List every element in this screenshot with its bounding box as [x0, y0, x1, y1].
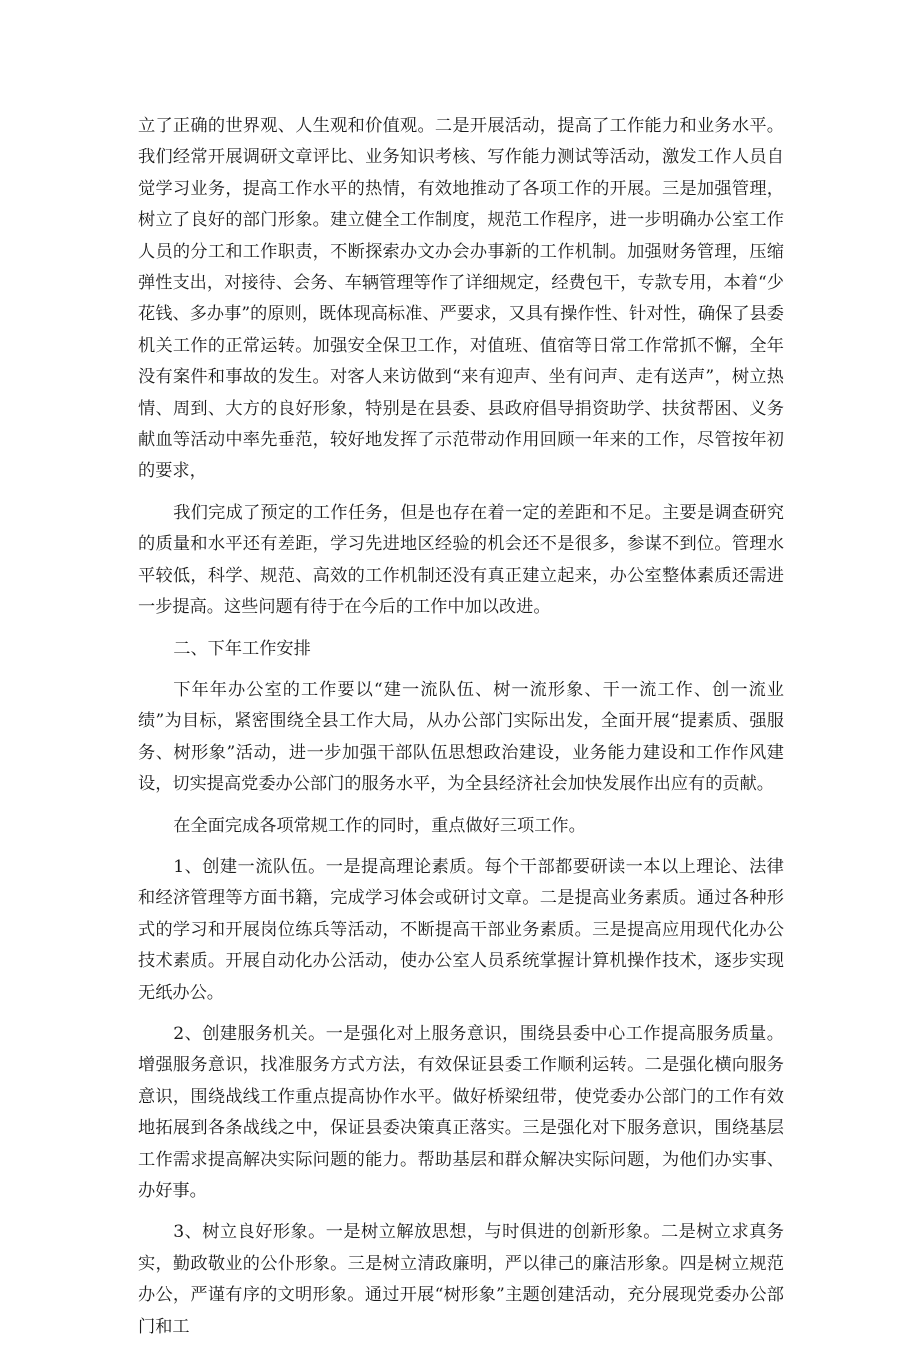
document-body	[138, 111, 784, 1353]
paragraph-item-1: 1、创建一流队伍。一是提高理论素质。每个干部都要研读一本以上理论、法律和经济管理等方面书籍，完成学习体会或研讨文章。二是提高业务素质。通过各种形式的学习和开展岗位练兵等活动，不断提高干部业务素质。三是提高应用现代化办公技术素质。开展自动化办公活动，使办公室人员系统掌握计算机操作技术，逐步实现无纸办公。	[138, 856, 784, 1003]
paragraph-shortcomings: 我们完成了预定的工作任务，但是也存在着一定的差距和不足。主要是调查研究的质量和水平还有差距，学习先进地区经验的机会还不是很多，参谋不到位。管理水平较低，科学、规范、高效的工作机制还没有真正建立起来，办公室整体素质还需进一步提高。这些问题有待于在今后的工作中加以改进。	[138, 502, 784, 618]
paragraph-continuation: 立了正确的世界观、人生观和价值观。二是开展活动，提高了工作能力和业务水平。我们经常开展调研文章评比、业务知识考核、写作能力测试等活动，激发工作人员自觉学习业务，提高工作水平的热情，有效地推动了各项工作的开展。三是加强管理，树立了良好的部门形象。建立健全工作制度，规范工作程序，进一步明确办公室工作人员的分工和工作职责，不断探索办文办会办事新的工作机制。加强财务管理，压缩弹性支出，对接待、会务、车辆管理等作了详细规定，经费包干，专款专用，本着“少花钱、多办事”的原则，既体现高标准、严要求，又具有操作性、针对性，确保了县委机关工作的正常运转。加强安全保卫工作，对值班、值宿等日常工作常抓不懈，全年没有案件和事故的发生。对客人来访做到“来有迎声、坐有问声、走有送声”，树立热情、周到、大方的良好形象，特别是在县委、县政府倡导捐资助学、扶贫帮困、义务献血等活动中率先垂范，较好地发挥了示范带动作用回顾一年来的工作，尽管按年初的要求，	[138, 116, 784, 482]
paragraph-focus: 在全面完成各项常规工作的同时，重点做好三项工作。	[173, 815, 586, 836]
paragraph-goals: 下年年办公室的工作要以“建一流队伍、树一流形象、干一流工作、创一流业绩”为目标，紧密围绕全县工作大局，从办公部门实际出发，全面开展“提素质、强服务、树形象”活动，进一步加强干部队伍思想政治建设，业务能力建设和工作作风建设，切实提高党委办公部门的服务水平，为全县经济社会加快发展作出应有的贡献。	[138, 679, 784, 795]
paragraph-item-3: 3、树立良好形象。一是树立解放思想，与时俱进的创新形象。二是树立求真务实，勤政敬业的公仆形象。三是树立清政廉明，严以律己的廉洁形象。四是树立规范办公，严谨有序的文明形象。通过开展“树形象”主题创建活动，充分展现党委办公部门和工	[138, 1222, 784, 1337]
paragraph-item-2: 2、创建服务机关。一是强化对上服务意识，围绕县委中心工作提高服务质量。增强服务意识，找准服务方式方法，有效保证县委工作顺利运转。二是强化横向服务意识，围绕战线工作重点提高协作水平。做好桥梁纽带，使党委办公部门的工作有效地拓展到各条战线之中，保证县委决策真正落实。三是强化对下服务意识，围绕基层工作需求提高解决实际问题的能力。帮助基层和群众解决实际问题，为他们办实事、办好事。	[138, 1023, 784, 1201]
section-heading: 二、下年工作安排	[173, 638, 311, 659]
